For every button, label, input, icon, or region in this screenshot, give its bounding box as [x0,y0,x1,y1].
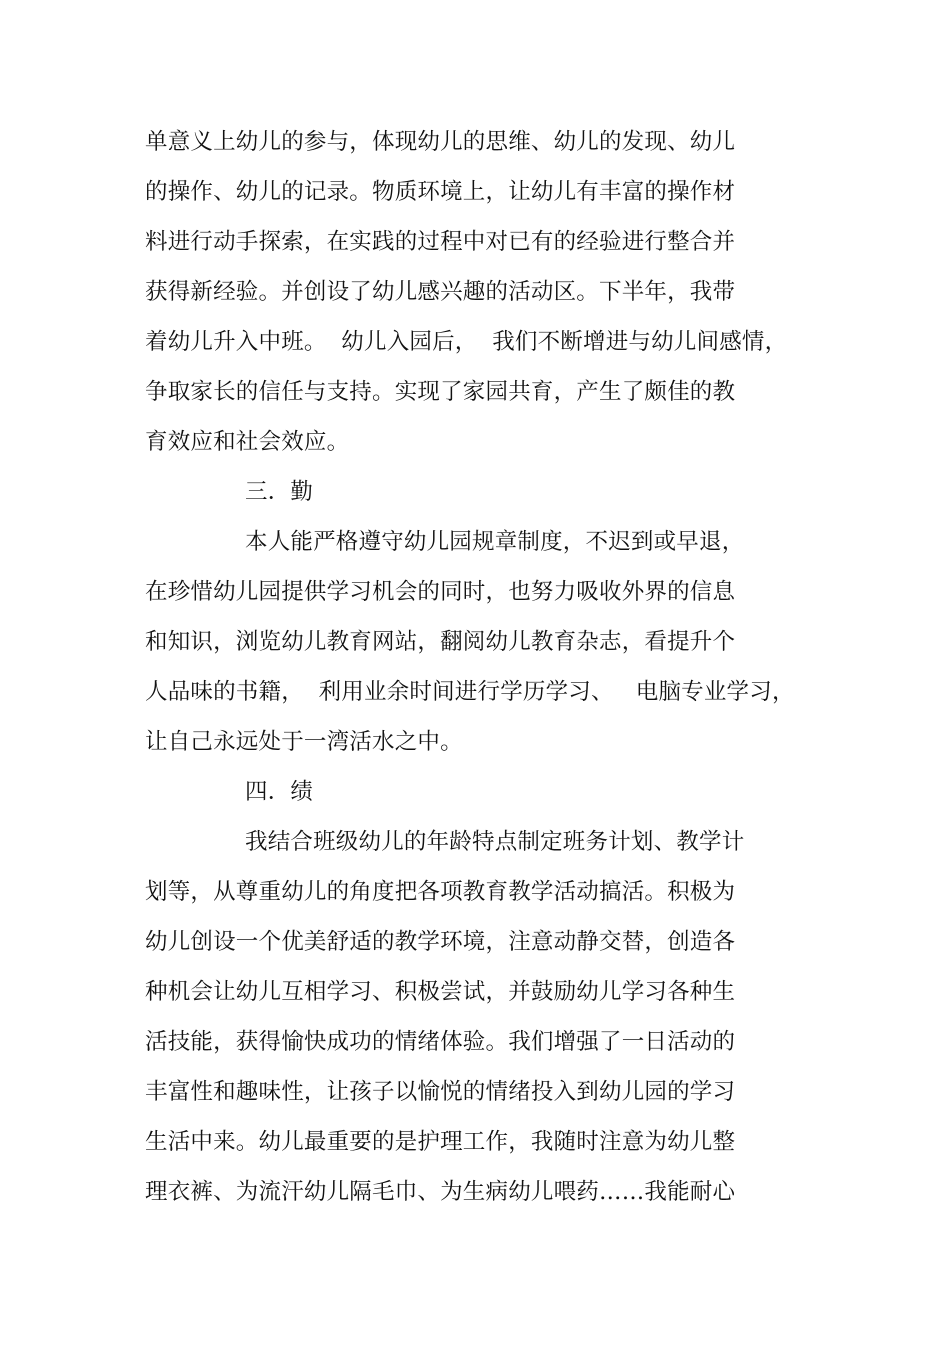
text-line-6: 争取家长的信任与支持。实现了家园共育，产生了颇佳的教 [145,379,736,405]
text-line-10: 在珍惜幼儿园提供学习机会的同时，也努力吸收外界的信息 [145,579,736,605]
text-line-16: 划等，从尊重幼儿的角度把各项教育教学活动搞活。积极为 [145,879,736,905]
section-heading-ji: 四．绩 [245,779,314,805]
text-line-19: 活技能，获得愉快成功的情绪体验。我们增强了一日活动的 [145,1029,736,1055]
text-line-3: 料进行动手探索，在实践的过程中对已有的经验进行整合并 [145,229,736,255]
section-heading-qin: 三．勤 [245,479,314,505]
text-line-7: 育效应和社会效应。 [145,429,350,455]
text-line-17: 幼儿创设一个优美舒适的教学环境，注意动静交替，创造各 [145,929,736,955]
text-line-13: 让自己永远处于一湾活水之中。 [145,729,463,755]
text-line-4: 获得新经验。并创设了幼儿感兴趣的活动区。下半年，我带 [145,279,736,305]
paragraph-first-line: 我结合班级幼儿的年龄特点制定班务计划、教学计 [245,829,745,855]
text-line-11: 和知识，浏览幼儿教育网站，翻阅幼儿教育杂志，看提升个 [145,629,736,655]
text-line-2: 的操作、幼儿的记录。物质环境上，让幼儿有丰富的操作材 [145,179,736,205]
text-line-5: 着幼儿升入中班。 幼儿入园后， 我们不断增进与幼儿间感情， [145,329,788,355]
paragraph-first-line: 本人能严格遵守幼儿园规章制度，不迟到或早退， [245,529,745,555]
text-line-18: 种机会让幼儿互相学习、积极尝试，并鼓励幼儿学习各种生 [145,979,736,1005]
text-line-1: 单意义上幼儿的参与，体现幼儿的思维、幼儿的发现、幼儿 [145,129,736,155]
text-line-12: 人品味的书籍， 利用业余时间进行学历学习、 电脑专业学习， [145,679,795,705]
text-line-22: 理衣裤、为流汗幼儿隔毛巾、为生病幼儿喂药……我能耐心 [145,1179,736,1205]
text-line-20: 丰富性和趣味性，让孩子以愉悦的情绪投入到幼儿园的学习 [145,1079,736,1105]
text-line-21: 生活中来。幼儿最重要的是护理工作，我随时注意为幼儿整 [145,1129,736,1155]
